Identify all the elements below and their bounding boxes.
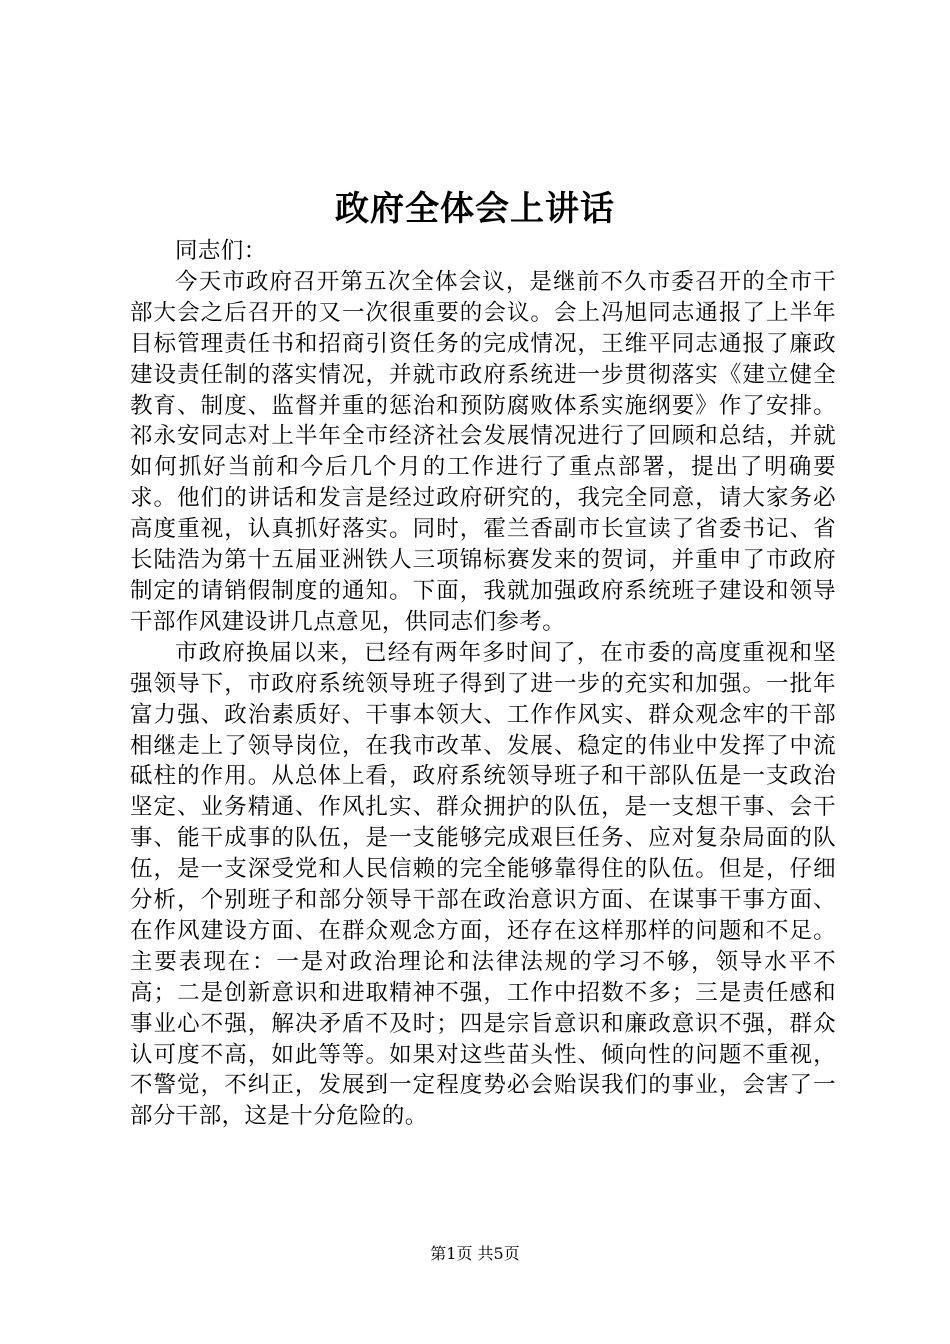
body-paragraph-1: 今天市政府召开第五次全体会议，是继前不久市委召开的全市干部大会之后召开的又一次很重要的会议。会上冯旭同志通报了上半年目标管理责任书和招商引资任务的完成情况，王维平同志通报了廉政建设责任制的落实情况，并就市政府系统进一步贯彻落实《建立健全教育、制度、监督并重的惩治和预防腐败体系实施纲要》作了安排。祁永安同志对上半年全市经济社会发展情况进行了回顾和总结，并就如何抓好当前和今后几个月的工作进行了重点部署，提出了明确要求。他们的讲话和发言是经过政府研究的，我完全同意，请大家务必高度重视，认真抓好落实。同时，霍兰香副市长宣读了省委书记、省长陆浩为第十五届亚洲铁人三项锦标赛发来的贺词，并重申了市政府制定的请销假制度的通知。下面，我就加强政府系统班子建设和领导干部作风建设讲几点意见，供同志们参考。 bbox=[130, 268, 836, 635]
page-footer: 第1页 共5页 bbox=[430, 1244, 520, 1263]
document-title: 政府全体会上讲话 bbox=[335, 189, 615, 229]
document-body bbox=[130, 236, 836, 1132]
body-paragraph-2: 市政府换届以来，已经有两年多时间了，在市委的高度重视和坚强领导下，市政府系统领导班子得到了进一步的充实和加强。一批年富力强、政治素质好、干事本领大、工作作风实、群众观念牢的干部相继走上了领导岗位，在我市改革、发展、稳定的伟业中发挥了中流砥柱的作用。从总体上看，政府系统领导班子和干部队伍是一支政治坚定、业务精通、作风扎实、群众拥护的队伍，是一支想干事、会干事、能干成事的队伍，是一支能够完成艰巨任务、应对复杂局面的队伍，是一支深受党和人民信赖的完全能够靠得住的队伍。但是，仔细分析，个别班子和部分领导干部在政治意识方面、在谋事干事方面、在作风建设方面、在群众观念方面，还存在这样那样的问题和不足。主要表现在：一是对政治理论和法律法规的学习不够，领导水平不高；二是创新意识和进取精神不强，工作中招数不多；三是责任感和事业心不强，解决矛盾不及时；四是宗旨意识和廉政意识不强，群众认可度不高，如此等等。如果对这些苗头性、倾向性的问题不重视，不警觉，不纠正，发展到一定程度势必会贻误我们的事业，会害了一部分干部，这是十分危险的。 bbox=[130, 639, 836, 1130]
salutation: 同志们： bbox=[175, 238, 267, 264]
